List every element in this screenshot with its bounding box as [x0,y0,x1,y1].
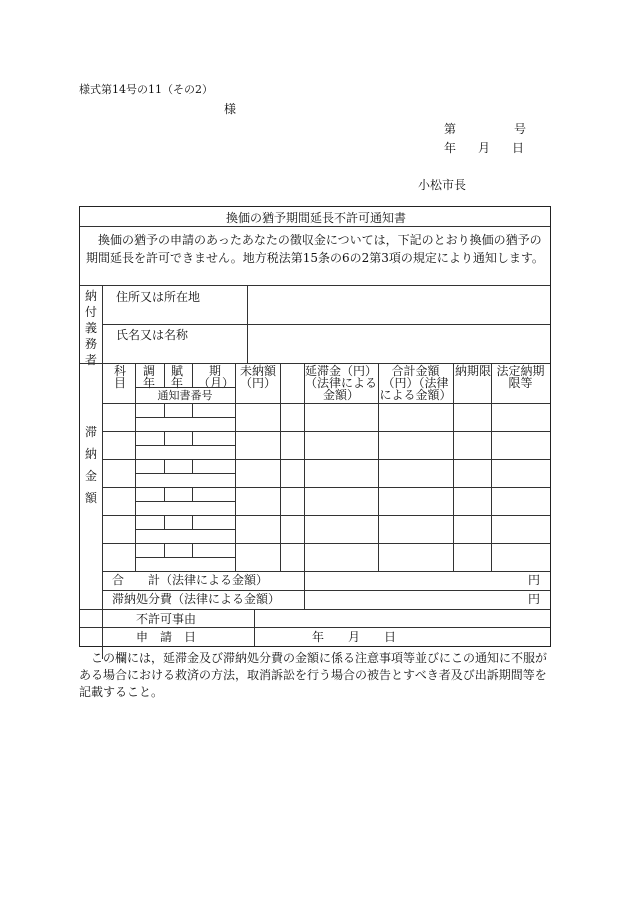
application-year: 年 [312,630,325,644]
footnote: この欄には，延滞金及び滞納処分費の金額に係る注意事項等並びにこの通知に不服がある場合における救済の方法，取消訴訟を行う場合の被告とすべき者及び出訴期間等を記載すること。 [79,651,548,699]
reason-label: 不許可事由 [136,612,197,626]
header-chotei-year: 調年 [142,364,155,390]
addressee-suffix: 様 [224,102,237,116]
notice-form [79,206,551,647]
disposition-fee-label: 滞納処分費（法律による金額） [112,592,281,606]
header-kamoku: 科目 [113,364,126,390]
application-month: 月 [348,630,361,644]
issue-year-label: 年 [444,141,457,155]
disposition-fee-yen: 円 [528,592,541,606]
issue-month-label: 月 [478,141,491,155]
intro-text: 換価の猶予の申請のあったあなたの徴収金については，下記のとおり換価の猶予の期間延長を許可できません。地方税法第15条の6の2第3項の規定により通知します。 [86,233,544,265]
application-day: 日 [384,630,397,644]
form-number: 様式第14号の11（その2） [79,83,213,96]
header-unpaid: 未納額（円） [239,364,276,390]
total-yen: 円 [528,573,541,587]
total-label: 合 計（法律による金額） [112,573,269,587]
header-period: 期（月） [198,364,235,390]
number-suffix: 号 [514,122,527,136]
header-due-date: 納期限 [455,364,492,378]
application-date-label: 申 請 日 [136,630,197,644]
arrears-label: 滞 納 金 額 [84,425,97,505]
address-label: 住所又は所在地 [116,290,201,304]
issuer: 小松市長 [418,178,467,192]
header-late-fee: 延滞金（円）（法律による金額） [304,364,377,402]
issue-day-label: 日 [512,141,525,155]
document-number [444,120,526,137]
issue-date [444,139,524,156]
header-total: 合計金額（円）（法律による金額） [379,364,452,402]
header-notice-number: 通知書番号 [157,389,213,402]
name-label: 氏名又は名称 [116,328,189,342]
taxpayer-label: 納 付 義 務 者 [84,289,97,367]
header-statutory-due: 法定納期限等 [496,364,545,390]
header-fuka-year: 賦年 [170,364,183,390]
number-prefix: 第 [444,122,457,136]
document-title: 換価の猶予期間延長不許可通知書 [225,211,406,225]
